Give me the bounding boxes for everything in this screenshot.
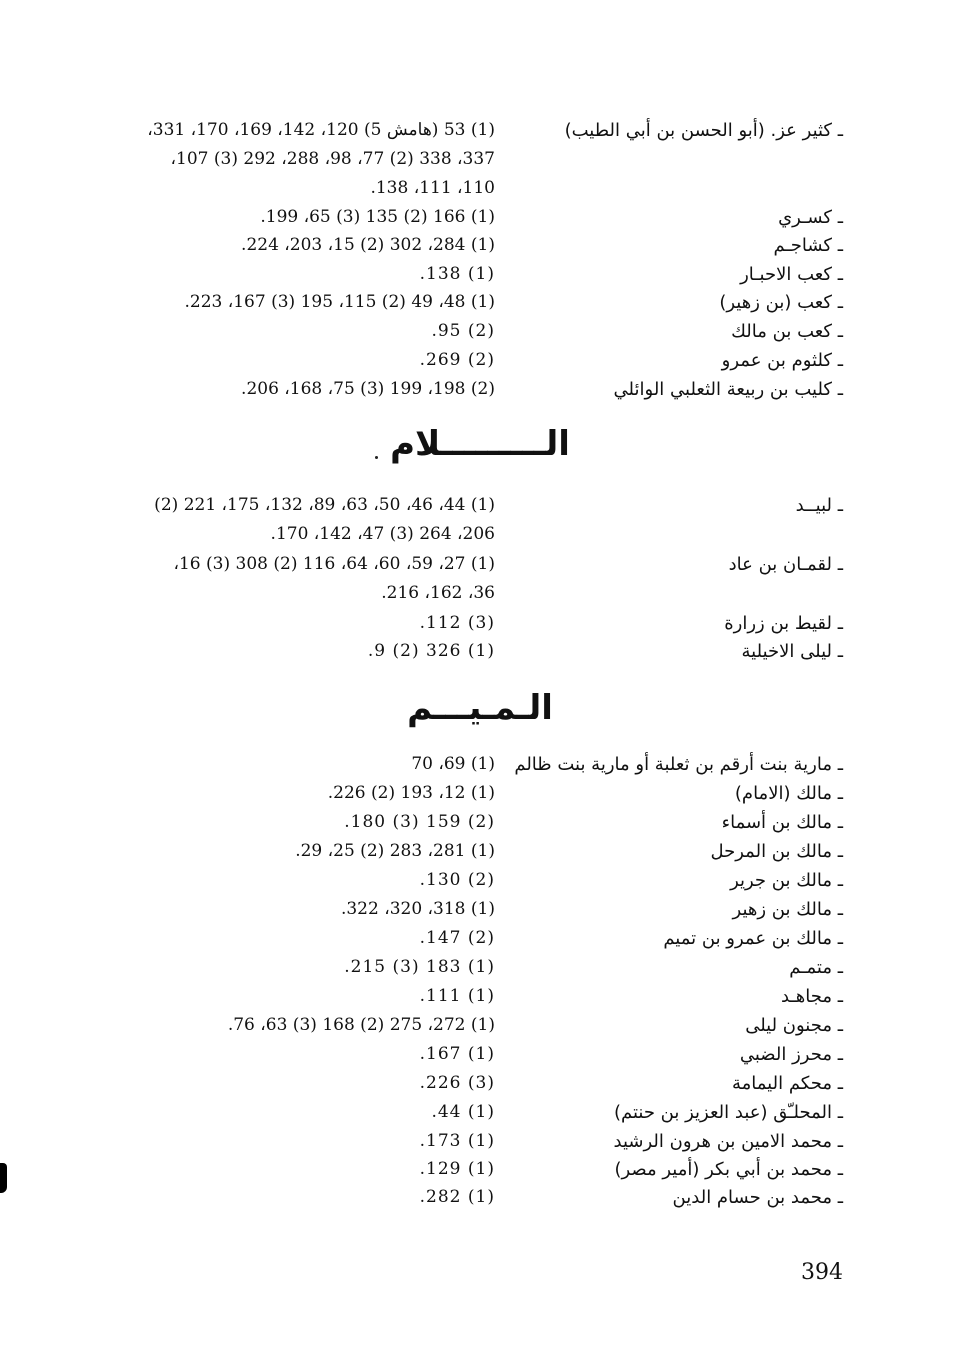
entry-refs: (1) 167. (419, 1044, 495, 1064)
entry-refs: (3) 226. (419, 1073, 495, 1093)
entry-refs: (1) 12، 193 (2) 226. (327, 783, 495, 803)
entry-refs: (1) 69، 70 (411, 754, 495, 774)
entry-name: ـ كثير عز. (أبو الحسن بن أبي الطيب) (564, 120, 843, 141)
index-entry (0, 375, 953, 404)
entry-refs: (2) 95. (431, 321, 495, 341)
entry-name: ـ لقيط بن زرارة (724, 613, 843, 634)
index-entry (0, 203, 953, 232)
entry-refs: (1) 138. (419, 264, 495, 284)
entry-refs: (1) 111. (419, 986, 495, 1006)
entry-name: ـ كعب الاحبـار (740, 264, 843, 285)
index-entry-continuation (0, 145, 953, 174)
entry-refs: (2) 159 (3) 180. (344, 812, 495, 832)
entry-name: ـ مالك (الامام) (734, 783, 843, 804)
entry-refs: (1) 282. (419, 1187, 495, 1207)
index-entry (0, 550, 953, 579)
entry-name: ـ مجاهـد (781, 986, 843, 1007)
index-entry (0, 924, 953, 953)
index-entry (0, 491, 953, 520)
entry-name: ـ كعب بن مالك (731, 321, 843, 342)
entry-name: ـ محكم اليمامة (732, 1073, 843, 1094)
entry-name: ـ محرز الضبي (739, 1044, 843, 1065)
entry-refs: (1) 53 (هامش 5) 120، 142، 169، 170، 331، (147, 120, 495, 140)
entry-name: ـ كلثوم بن عمرو (721, 350, 843, 371)
entry-refs: (1) 173. (419, 1131, 495, 1151)
entry-refs: (3) 112. (419, 613, 495, 633)
entry-name: ـ مالك بن عمرو بن تميم (663, 928, 843, 949)
entry-refs: (1) 129. (419, 1159, 495, 1179)
entry-name: ـ محمد بن حسام الدين (672, 1187, 843, 1208)
index-entry (0, 231, 953, 260)
entry-refs: (1) 326 (2) 9. (367, 641, 495, 661)
index-entry (0, 317, 953, 346)
entry-refs: (2) 198، 199 (3) 75، 168، 206. (241, 379, 495, 399)
entry-refs: 36، 162، 216. (381, 583, 495, 603)
entry-name: ـ لبيــد (795, 495, 843, 516)
entry-name: ـ محمد بن أبي بكر (أمير مصر) (614, 1159, 843, 1180)
entry-refs: 206، 264 (3) 47، 142، 170. (270, 524, 495, 544)
entry-name: ـ ليلى الاخيلية (741, 641, 843, 662)
page-number: 394 (801, 1260, 843, 1285)
entry-refs: (1) 44. (431, 1102, 495, 1122)
entry-refs: (2) 147. (419, 928, 495, 948)
entry-refs: (1) 27، 59، 60، 64، 116 (2) 308 (3) 16، (173, 554, 495, 574)
entry-refs: (1) 272، 275 (2) 168 (3) 63، 76. (227, 1015, 495, 1035)
entry-refs: (1) 284، 302 (2) 15، 203، 224. (241, 235, 495, 255)
entry-refs: (1) 183 (3) 215. (344, 957, 495, 977)
index-entry (0, 953, 953, 982)
entry-refs: 110، 111، 138. (370, 178, 495, 198)
index-entry (0, 1183, 953, 1212)
scan-edge-mark (0, 1163, 7, 1193)
index-entry (0, 260, 953, 289)
entry-refs: 337، 338 (2) 77، 98، 288، 292 (3) 107، (170, 149, 495, 169)
stray-dot (375, 456, 378, 459)
entry-name: ـ مالك بن زهير (732, 899, 843, 920)
index-entry (0, 637, 953, 666)
entry-refs: (1) 281، 283 (2) 25، 29. (295, 841, 495, 861)
entry-name: ـ كعب (بن زهير) (719, 292, 843, 313)
index-entry (0, 982, 953, 1011)
entry-refs: (2) 130. (419, 870, 495, 890)
section-heading-mim: الـمـيـــم (407, 688, 553, 728)
index-entry (0, 288, 953, 317)
index-entry (0, 116, 953, 145)
entry-refs: (1) 318، 320، 322. (340, 899, 495, 919)
entry-name: ـ مارية بنت أرقم بن ثعلبة أو مارية بنت ظالم (514, 754, 843, 775)
entry-refs: (1) 44، 46، 50، 63، 89، 132، 175، 221 (2) (154, 495, 495, 515)
index-entry (0, 895, 953, 924)
index-entry (0, 609, 953, 638)
entry-refs: (1) 166 (2) 135 (3) 65، 199. (260, 207, 495, 227)
index-entry-continuation (0, 579, 953, 608)
index-entry (0, 1069, 953, 1098)
entry-name: ـ كليب بن ربيعة الثعلبي الوائلي (613, 379, 843, 400)
entry-name: ـ مالك بن أسماء (721, 812, 843, 833)
index-entry-continuation (0, 174, 953, 203)
index-entry (0, 750, 953, 779)
entry-name: ـ مجنون ليلى (745, 1015, 843, 1036)
index-entry (0, 1011, 953, 1040)
section-heading-lam: الـــــــــلام (390, 424, 570, 464)
index-entry (0, 779, 953, 808)
index-entry (0, 1155, 953, 1184)
entry-name: ـ محمد الامين بن هرون الرشيد (613, 1131, 843, 1152)
entry-name: ـ مالك بن المرحل (710, 841, 843, 862)
index-entry (0, 837, 953, 866)
entry-name: ـ المحلـّق (عبد العزيز بن حنتم) (613, 1102, 843, 1123)
entry-name: ـ لقمـان بن عاد (728, 554, 843, 575)
index-entry-continuation (0, 520, 953, 549)
index-entry (0, 808, 953, 837)
entry-name: ـ كسـري (778, 207, 843, 228)
entry-name: ـ كشاجـم (773, 235, 843, 256)
entry-refs: (2) 269. (419, 350, 495, 370)
entry-refs: (1) 48، 49 (2) 115، 195 (3) 167، 223. (184, 292, 495, 312)
index-entry (0, 1040, 953, 1069)
entry-name: ـ متمـم (789, 957, 843, 978)
index-entry (0, 866, 953, 895)
entry-name: ـ مالك بن جرير (730, 870, 843, 891)
index-entry (0, 346, 953, 375)
index-entry (0, 1127, 953, 1156)
index-entry (0, 1098, 953, 1127)
